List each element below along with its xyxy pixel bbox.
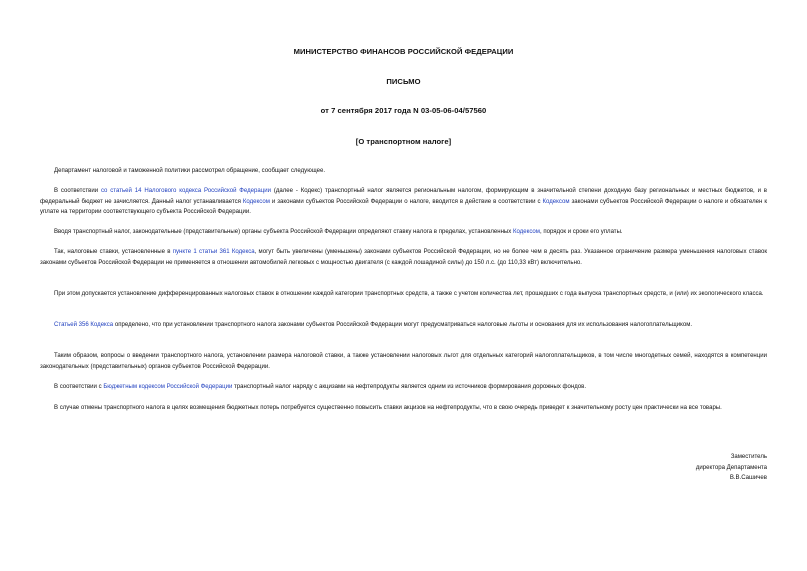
paragraph-text: транспортный налог наряду с акцизами на нефтепродукты является одним из источников формирования дорожных фондов.: [232, 384, 587, 390]
document-subject: [О транспортном налоге]: [355, 137, 452, 146]
paragraph-text: законами субъектов Российской Федерации о налоге и обязателен к уплате на территории соответствующего субъекта Российской Федерации.: [40, 198, 768, 216]
ministry-heading: МИНИСТЕРСТВО ФИНАНСОВ РОССИЙСКОЙ ФЕДЕРАЦИИ: [293, 47, 514, 56]
paragraph-intro: [40, 166, 767, 177]
link-code[interactable]: Кодексом: [512, 229, 540, 235]
signature-position-line2: директора Департамента: [695, 464, 767, 471]
paragraph-text: В соответствии с: [54, 384, 104, 390]
link-article-356[interactable]: Статьей 356 Кодекса: [54, 322, 114, 328]
document-type: ПИСЬМО: [386, 77, 421, 86]
link-code[interactable]: Кодексом: [242, 198, 270, 205]
paragraph-road-funds: [40, 382, 767, 393]
paragraph-text: Так, налоговые ставки, установленные в: [54, 249, 173, 255]
paragraph-rate-setting: [40, 227, 767, 238]
link-budget-code[interactable]: Бюджетным кодексом Российской Федерации: [103, 384, 233, 390]
paragraph-text: Вводя транспортный налог, законодательные (представительные) органы субъекта Российской Федерации определяют ставку налога в пределах, установленных: [54, 229, 513, 235]
paragraph-text: В соответствии: [54, 188, 101, 194]
signature-block: [696, 452, 767, 484]
paragraph-competence: [40, 351, 767, 372]
paragraph-regional-tax: [40, 186, 767, 218]
signature-name: В.В.Сашичев: [729, 475, 767, 482]
paragraph-text: Департамент налоговой и таможенной политики рассмотрел обращение, сообщает следующее.: [54, 168, 326, 174]
paragraph-text: При этом допускается установление дифференцированных налоговых ставок в отношении каждой категории транспортных средств, а также с учетом количества лет, прошедших с года выпуска транспортных средств, и (или) их экологического класса.: [54, 291, 764, 297]
link-article-361[interactable]: пункте 1 статьи 361 Кодекса: [172, 249, 255, 255]
paragraph-tax-abolition: [40, 403, 767, 414]
paragraph-text: и законами субъектов Российской Федерации о налоге, вводится в действие в соответствии с: [269, 198, 543, 205]
link-code[interactable]: Кодексом: [542, 198, 570, 205]
paragraph-text: Таким образом, вопросы о введении транспортного налога, установлении размера налоговой ставки, а также установлении налоговых льгот для отдельных категорий налогоплательщиков, в том числе многодетных семей, находятся в компетенции законодательных (представительных) органов субъектов Российской Федерации.: [40, 353, 767, 370]
paragraph-tax-benefits: [40, 320, 767, 331]
paragraph-differentiated-rates: [40, 289, 767, 300]
paragraph-text: , порядок и сроки его уплаты.: [539, 229, 623, 235]
paragraph-text: , могут быть увеличены (уменьшены) законами субъектов Российской Федерации, но не более чем в десять раз. Указанное ограничение размера уменьшения налоговых ставок законами субъектов Российской Федерации не применяется в отношении автомобилей легковых с мощностью двигателя (с каждой лошадиной силы) до 150 л.с. (до 110,33 кВт) включительно.: [40, 249, 767, 266]
signature-position-line1: Заместитель: [730, 454, 767, 460]
link-article-14-tax-code[interactable]: со статьей 14 Налогового кодекса Российской Федерации: [100, 188, 271, 194]
paragraph-text: (далее - Кодекс) транспортный налог является региональным налогом, формирующим в значительной степени доходную базу региональных и местных бюджетов, и в федеральный бюджет не зачисляется. Данный налог устанавливается: [40, 188, 768, 205]
paragraph-text: определено, что при установлении транспортного налога законами субъектов Российской Федерации могут предусматриваться налоговые льготы и основания для их использования налогоплательщиком.: [113, 322, 693, 328]
document-date-number: от 7 сентября 2017 года N 03-05-06-04/57560: [320, 106, 487, 115]
paragraph-text: В случае отмены транспортного налога в целях возмещения бюджетных потерь потребуется существенно повысить ставки акцизов на нефтепродукты, что в свою очередь приведет к значительному росту цен практически на все товары.: [54, 405, 722, 411]
paragraph-rate-limits: [40, 247, 767, 268]
